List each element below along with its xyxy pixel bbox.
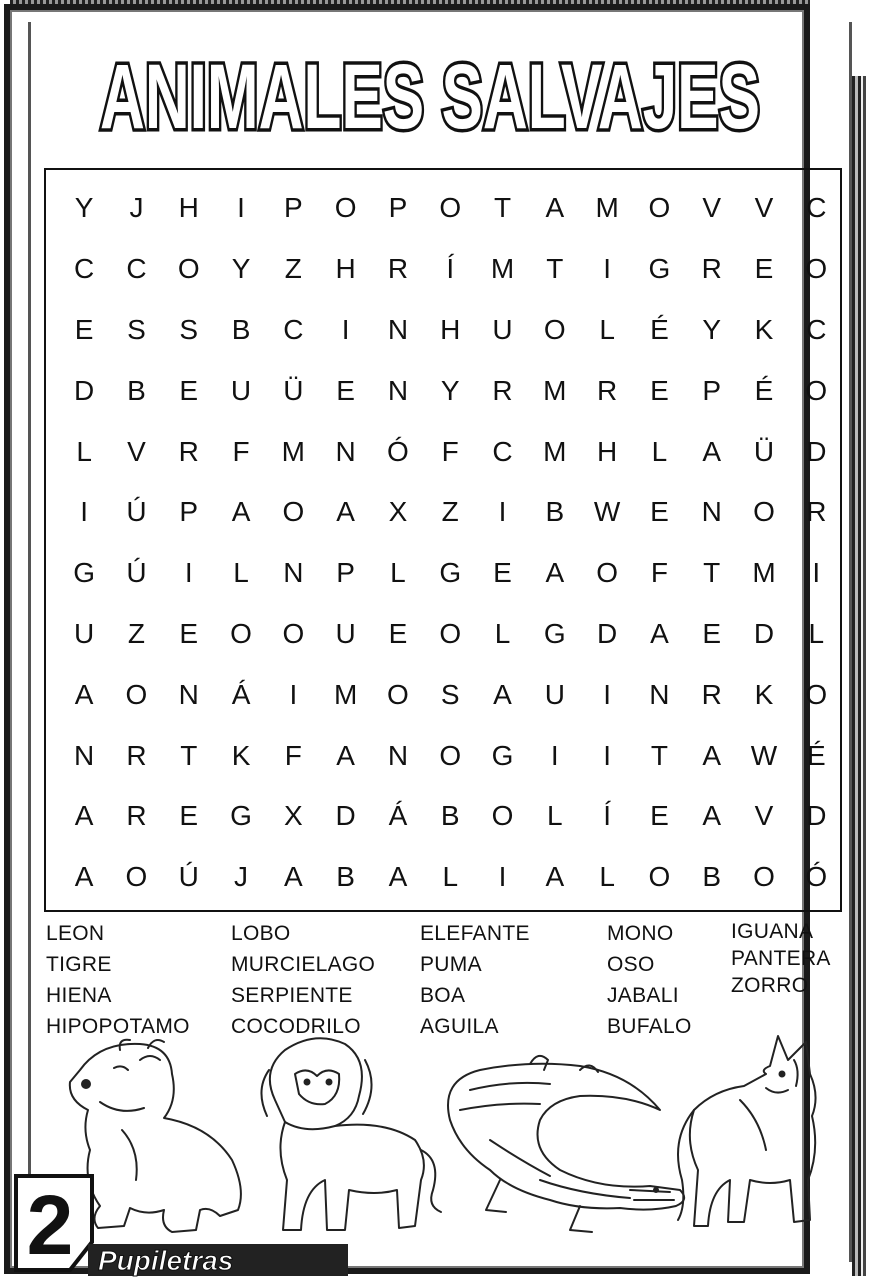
word-item: IGUANA bbox=[731, 920, 814, 943]
brand-text: Pupiletras bbox=[98, 1245, 234, 1276]
grid-cell: E bbox=[336, 374, 355, 406]
grid-cell: S bbox=[179, 313, 199, 345]
grid-cell: P bbox=[702, 374, 722, 406]
grid-cell: G bbox=[543, 617, 566, 649]
grid-cell: K bbox=[754, 313, 774, 345]
grid-cell: I bbox=[812, 557, 821, 589]
grid-cell: E bbox=[493, 557, 512, 589]
grid-cell: O bbox=[648, 192, 671, 224]
grid-cell: A bbox=[74, 800, 94, 832]
grid-cell: T bbox=[703, 557, 721, 589]
word-item: OSO bbox=[607, 953, 655, 976]
grid-cell: B bbox=[702, 861, 722, 893]
grid-cell: M bbox=[281, 435, 305, 467]
grid-cell: G bbox=[648, 253, 671, 285]
grid-cell: A bbox=[74, 861, 94, 893]
grid-cell: V bbox=[127, 435, 146, 467]
grid-cell: K bbox=[231, 739, 251, 771]
grid-cell: O bbox=[230, 617, 252, 649]
grid-cell: Z bbox=[127, 617, 145, 649]
word-list-column-2 bbox=[231, 918, 375, 1042]
grid-cell: L bbox=[233, 557, 249, 589]
grid-cell: G bbox=[230, 800, 252, 832]
word-item: ZORRO bbox=[731, 974, 809, 997]
word-list-column-3 bbox=[420, 918, 530, 1042]
grid-cell: I bbox=[603, 678, 611, 710]
grid-cell: F bbox=[232, 435, 250, 467]
grid-cell: O bbox=[648, 861, 671, 893]
grid-cell: U bbox=[335, 617, 356, 649]
grid-cell: A bbox=[545, 192, 565, 224]
grid-cell: I bbox=[341, 313, 350, 345]
grid-cell: O bbox=[125, 861, 148, 893]
grid-cell: O bbox=[125, 678, 148, 710]
grid-cell: R bbox=[701, 678, 722, 710]
grid-cell: H bbox=[597, 435, 618, 467]
grid-cell: N bbox=[74, 739, 95, 771]
wolf-icon bbox=[678, 1036, 816, 1226]
page-number: 2 bbox=[26, 1178, 74, 1272]
grid-cell: O bbox=[282, 496, 305, 528]
page-title-text: ANIMALES SALVAJES bbox=[100, 46, 760, 148]
grid-cell: M bbox=[543, 435, 567, 467]
grid-cell: O bbox=[282, 617, 305, 649]
grid-cell: L bbox=[651, 435, 668, 467]
grid-cell: P bbox=[283, 192, 303, 224]
grid-cell: N bbox=[387, 374, 409, 406]
grid-cell: O bbox=[805, 253, 828, 285]
grid-cell: Y bbox=[74, 192, 94, 224]
grid-cell: E bbox=[388, 617, 408, 649]
grid-cell: T bbox=[650, 739, 668, 771]
grid-cell: J bbox=[129, 192, 144, 224]
grid-cell: L bbox=[442, 861, 459, 893]
grid-cell: C bbox=[492, 435, 513, 467]
grid-cell: Ó bbox=[805, 861, 828, 893]
grid-cell: A bbox=[336, 739, 355, 771]
grid-cell: V bbox=[754, 192, 774, 224]
grid-cell: O bbox=[753, 496, 775, 528]
grid-cell: M bbox=[752, 557, 776, 589]
grid-cell: S bbox=[127, 313, 146, 345]
grid-cell: F bbox=[441, 435, 459, 467]
grid-cell: A bbox=[545, 861, 565, 893]
grid-cell: E bbox=[74, 313, 94, 345]
animal-illustrations bbox=[60, 1030, 860, 1245]
grid-cell: K bbox=[754, 678, 774, 710]
grid-cell: V bbox=[754, 800, 774, 832]
grid-cell: O bbox=[334, 192, 357, 224]
grid-cell: Y bbox=[440, 374, 460, 406]
grid-cell: P bbox=[336, 557, 355, 589]
grid-cell: D bbox=[74, 374, 95, 406]
grid-cell: Y bbox=[231, 253, 251, 285]
grid-cell: E bbox=[179, 374, 199, 406]
grid-cell: R bbox=[387, 253, 409, 285]
grid-cell: G bbox=[73, 557, 96, 589]
grid-cell: I bbox=[80, 496, 89, 528]
grid-cell: I bbox=[289, 678, 298, 710]
crocodile-icon bbox=[448, 1056, 684, 1232]
grid-cell: E bbox=[650, 800, 669, 832]
grid-cell: Z bbox=[284, 253, 302, 285]
grid-cell: C bbox=[126, 253, 147, 285]
word-item: SERPIENTE bbox=[231, 984, 353, 1007]
grid-cell: A bbox=[336, 496, 355, 528]
grid-cell: Ú bbox=[178, 861, 199, 893]
grid-cell: N bbox=[387, 739, 409, 771]
word-item: LOBO bbox=[231, 922, 291, 945]
grid-cell: E bbox=[179, 800, 199, 832]
grid-cell: É bbox=[650, 313, 669, 345]
grid-cell: O bbox=[805, 678, 828, 710]
word-item: ELEFANTE bbox=[420, 922, 530, 945]
grid-cell: A bbox=[702, 739, 722, 771]
word-item: HIPOPOTAMO bbox=[46, 1015, 190, 1038]
grid-cell: I bbox=[550, 739, 559, 771]
word-item: MONO bbox=[607, 922, 674, 945]
grid-cell: N bbox=[387, 313, 409, 345]
grid-cell: N bbox=[178, 678, 199, 710]
grid-cell: I bbox=[498, 496, 507, 528]
grid-cell: W bbox=[593, 496, 621, 528]
grid-cell: D bbox=[806, 800, 827, 832]
grid-cell: O bbox=[439, 192, 462, 224]
grid-cell: I bbox=[184, 557, 193, 589]
grid-cell: R bbox=[126, 739, 147, 771]
grid-cell: O bbox=[387, 678, 409, 710]
grid-cell: O bbox=[439, 739, 462, 771]
word-item: PUMA bbox=[420, 953, 482, 976]
grid-cell: Ü bbox=[753, 435, 775, 467]
grid-cell: J bbox=[234, 861, 249, 893]
grid-cell: Í bbox=[603, 800, 611, 832]
grid-cell: A bbox=[702, 435, 722, 467]
grid-cell: R bbox=[597, 374, 618, 406]
grid-cell: Á bbox=[231, 678, 251, 710]
grid-cell: A bbox=[545, 557, 565, 589]
grid-cell: C bbox=[806, 192, 827, 224]
grid-cell: A bbox=[493, 678, 512, 710]
grid-cell: L bbox=[808, 617, 825, 649]
grid-cell: W bbox=[750, 739, 778, 771]
grid-cell: G bbox=[439, 557, 462, 589]
grid-cell: M bbox=[490, 253, 515, 285]
grid-cell: F bbox=[650, 557, 668, 589]
grid-cell: B bbox=[440, 800, 460, 832]
grid-cell: L bbox=[76, 435, 92, 467]
grid-cell: T bbox=[546, 253, 564, 285]
word-item: MURCIELAGO bbox=[231, 953, 376, 976]
grid-cell: P bbox=[388, 192, 408, 224]
grid-cell: O bbox=[805, 374, 828, 406]
grid-cell: T bbox=[493, 192, 512, 224]
grid-cell: Ú bbox=[126, 557, 147, 589]
grid-cell: E bbox=[754, 253, 774, 285]
grid-cell: N bbox=[649, 678, 670, 710]
page-title bbox=[90, 36, 770, 156]
grid-cell: D bbox=[597, 617, 618, 649]
grid-cell: D bbox=[753, 617, 775, 649]
grid-cell: C bbox=[283, 313, 304, 345]
word-item: AGUILA bbox=[420, 1015, 499, 1038]
grid-cell: L bbox=[390, 557, 406, 589]
brand-logo bbox=[88, 1240, 358, 1278]
word-item: HIENA bbox=[46, 984, 112, 1007]
page-number-badge bbox=[14, 1172, 96, 1272]
grid-cell: O bbox=[177, 253, 200, 285]
grid-cell: I bbox=[237, 192, 245, 224]
grid-cell: T bbox=[180, 739, 198, 771]
grid-cell: Z bbox=[441, 496, 459, 528]
grid-cell: R bbox=[126, 800, 147, 832]
grid-cell: H bbox=[335, 253, 356, 285]
grid-cell: A bbox=[74, 678, 94, 710]
grid-cell: E bbox=[650, 496, 669, 528]
grid-cell: Ó bbox=[387, 435, 409, 467]
grid-cell: N bbox=[701, 496, 722, 528]
grid-cell: U bbox=[74, 617, 95, 649]
word-list-column-1 bbox=[46, 918, 190, 1042]
grid-cell: É bbox=[754, 374, 774, 406]
grid-cell: O bbox=[596, 557, 618, 589]
grid-cell: F bbox=[284, 739, 302, 771]
grid-cell: I bbox=[603, 253, 611, 285]
grid-cell: D bbox=[806, 435, 827, 467]
word-item: LEON bbox=[46, 922, 105, 945]
grid-cell: O bbox=[439, 617, 462, 649]
grid-cell: B bbox=[127, 374, 146, 406]
grid-cell: R bbox=[492, 374, 513, 406]
grid-cell: É bbox=[806, 739, 826, 771]
word-item: COCODRILO bbox=[231, 1015, 361, 1038]
grid-cell: E bbox=[702, 617, 722, 649]
grid-cell: L bbox=[599, 313, 615, 345]
grid-cell: R bbox=[701, 253, 722, 285]
grid-cell: Í bbox=[446, 253, 455, 285]
grid-cell: M bbox=[595, 192, 619, 224]
grid-cell: Ú bbox=[126, 496, 147, 528]
grid-cell: C bbox=[806, 313, 827, 345]
grid-cell: Y bbox=[702, 313, 722, 345]
word-list-column-5 bbox=[731, 918, 831, 999]
grid-cell: E bbox=[179, 617, 199, 649]
grid-cell: G bbox=[491, 739, 514, 771]
grid-cell: X bbox=[388, 496, 408, 528]
word-item: JABALI bbox=[607, 984, 679, 1007]
grid-cell: L bbox=[599, 861, 615, 893]
grid-cell: U bbox=[544, 678, 565, 710]
grid-cell: B bbox=[545, 496, 565, 528]
grid-cell: L bbox=[547, 800, 563, 832]
grid-cell: U bbox=[230, 374, 252, 406]
grid-cell: M bbox=[543, 374, 567, 406]
word-list-column-4 bbox=[607, 918, 692, 1042]
grid-cell: E bbox=[650, 374, 669, 406]
grid-cell: L bbox=[494, 617, 511, 649]
grid-cell: X bbox=[283, 800, 303, 832]
grid-cell: O bbox=[491, 800, 514, 832]
grid-cell: V bbox=[702, 192, 722, 224]
grid-cell: I bbox=[603, 739, 611, 771]
word-item: BOA bbox=[420, 984, 466, 1007]
grid-cell: D bbox=[335, 800, 356, 832]
grid-cell: O bbox=[543, 313, 566, 345]
word-item: TIGRE bbox=[46, 953, 112, 976]
word-item: BUFALO bbox=[607, 1015, 692, 1038]
grid-cell: I bbox=[498, 861, 507, 893]
grid-cell: Á bbox=[388, 800, 408, 832]
grid-cell: Ü bbox=[283, 374, 304, 406]
grid-cell: B bbox=[231, 313, 251, 345]
lion-icon bbox=[261, 1038, 441, 1230]
grid-cell: A bbox=[388, 861, 408, 893]
grid-cell: P bbox=[179, 496, 199, 528]
grid-cell: A bbox=[702, 800, 722, 832]
grid-cell: U bbox=[492, 313, 513, 345]
word-item: PANTERA bbox=[731, 947, 831, 970]
grid-cell: M bbox=[333, 678, 358, 710]
grid-cell: A bbox=[231, 496, 251, 528]
grid-cell: H bbox=[440, 313, 461, 345]
grid-cell: A bbox=[650, 617, 669, 649]
grid-cell: O bbox=[753, 861, 775, 893]
grid-cell: R bbox=[178, 435, 199, 467]
grid-cell: S bbox=[440, 678, 460, 710]
grid-cell: N bbox=[283, 557, 304, 589]
grid-cell: R bbox=[806, 496, 827, 528]
grid-cell: A bbox=[283, 861, 303, 893]
grid-cell: B bbox=[336, 861, 355, 893]
grid-cell: N bbox=[335, 435, 356, 467]
grid-cell: H bbox=[178, 192, 199, 224]
grid-cell: C bbox=[74, 253, 95, 285]
word-search-grid bbox=[44, 168, 842, 912]
